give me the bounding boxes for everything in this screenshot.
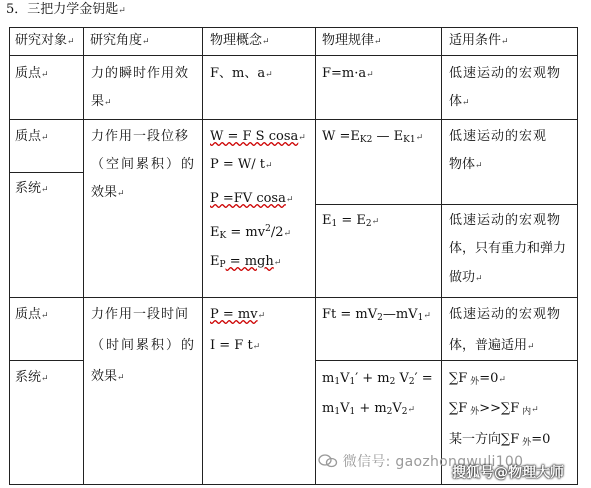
r2-concept-kinetic: $E_K$ = $mv^2/2↵$ <box>210 224 292 241</box>
r3-angle-line2: （时间累积）的 <box>91 338 197 353</box>
r2-angle-line3: 效果↵ <box>91 185 125 200</box>
r1-condition-line1: 低速运动的宏观物 <box>449 66 562 81</box>
r3-law-momentum-conservation-line1: $m_1V_1' + m_2$ $V_2'$ = <box>322 371 433 387</box>
r2-condition2-line3: 做功↵ <box>449 270 483 285</box>
header-concept: 物理概念↵ <box>210 33 270 48</box>
r2-concept-power: P = W/ t↵ <box>210 157 273 172</box>
r2-law-work-energy: $W =E_{K2}$ — $E_{K1}↵$ <box>322 129 424 145</box>
r3-law-momentum-conservation-line2: $m_1V_1$ + $m_2V_2↵$ <box>322 401 416 417</box>
r2-concept-potential: $E_P$ = mgh↵ <box>210 254 282 270</box>
r1-law: F=m·a↵ <box>322 66 374 81</box>
table-row-line <box>315 204 578 205</box>
r3-condition1-line1: 低速运动的宏观物 <box>449 307 562 322</box>
r1-object: 质点↵ <box>15 66 49 81</box>
table-col-line <box>9 27 10 485</box>
table-row-line <box>9 172 83 173</box>
table-row-line <box>9 119 578 120</box>
header-condition: 适用条件↵ <box>449 33 509 48</box>
r2-angle-line2: （空间累积）的 <box>91 157 197 172</box>
section-title: 5．三把力学金钥匙↵ <box>6 2 126 17</box>
r2-object-b: 系统↵ <box>15 181 49 196</box>
r3-object-a: 质点↵ <box>15 307 49 322</box>
r3-condition2-line3: 某一方向∑F $_外$=0 <box>449 432 551 448</box>
r3-law-momentum-theorem: $Ft = mV_2—mV_1↵$ <box>322 307 431 323</box>
r2-condition1-line2: 物体↵ <box>449 157 483 172</box>
header-law: 物理规律↵ <box>322 33 382 48</box>
r1-condition-line2: 体↵ <box>449 94 470 109</box>
r3-condition2-line2: ∑F $_外$>>∑F $_内$↵ <box>449 401 539 417</box>
r2-concept-power-fv: P =FV cosa↵ <box>210 191 294 206</box>
wechat-icon <box>318 454 338 468</box>
r3-object-b: 系统↵ <box>15 370 49 385</box>
table-border-right <box>577 27 578 485</box>
r1-concept: F、m、a↵ <box>210 66 273 81</box>
wechat-watermark-text: 微信号: gaozhongwuli100 <box>342 454 524 470</box>
r3-angle-line1: 力作用一段时间 <box>91 307 190 322</box>
header-angle: 研究角度↵ <box>90 33 150 48</box>
r3-concept-impulse: I = F t↵ <box>210 338 261 353</box>
r1-angle-line1: 力的瞬时作用效 <box>91 66 190 81</box>
r3-angle-line3: 效果↵ <box>91 369 125 384</box>
r3-condition1-line2: 体，普遍适用↵ <box>449 338 535 353</box>
sohu-brand-watermark: 搜狐号@物理大师 <box>452 465 564 481</box>
table-col-line <box>202 27 203 485</box>
r1-angle-line2: 果↵ <box>91 94 112 109</box>
r3-concept-momentum: P = mv↵ <box>210 307 266 322</box>
r2-concept-work: W = F S cosa↵ <box>210 129 306 144</box>
table-border-top <box>9 27 578 28</box>
r2-condition2-line1: 低速运动的宏观物 <box>449 213 562 228</box>
table-border-bottom <box>9 484 578 485</box>
table-row-line <box>315 360 578 361</box>
table-row-line <box>9 297 578 298</box>
r2-condition2-line2: 体，只有重力和弹力 <box>449 241 567 256</box>
table-row-line <box>9 55 578 56</box>
table-col-line <box>315 27 316 485</box>
table-col-line <box>83 27 84 485</box>
r2-condition1-line1: 低速运动的宏观 <box>449 129 548 144</box>
r2-law-energy-conservation: $E_1$ = $E_2↵$ <box>322 213 380 229</box>
table-col-line <box>441 27 442 485</box>
header-object: 研究对象↵ <box>15 33 75 48</box>
table-row-line <box>9 360 83 361</box>
r2-angle-line1: 力作用一段位移 <box>91 129 190 144</box>
r2-object-a: 质点↵ <box>15 129 49 144</box>
r3-condition2-line1: ∑F $_外$=0↵ <box>449 371 506 387</box>
